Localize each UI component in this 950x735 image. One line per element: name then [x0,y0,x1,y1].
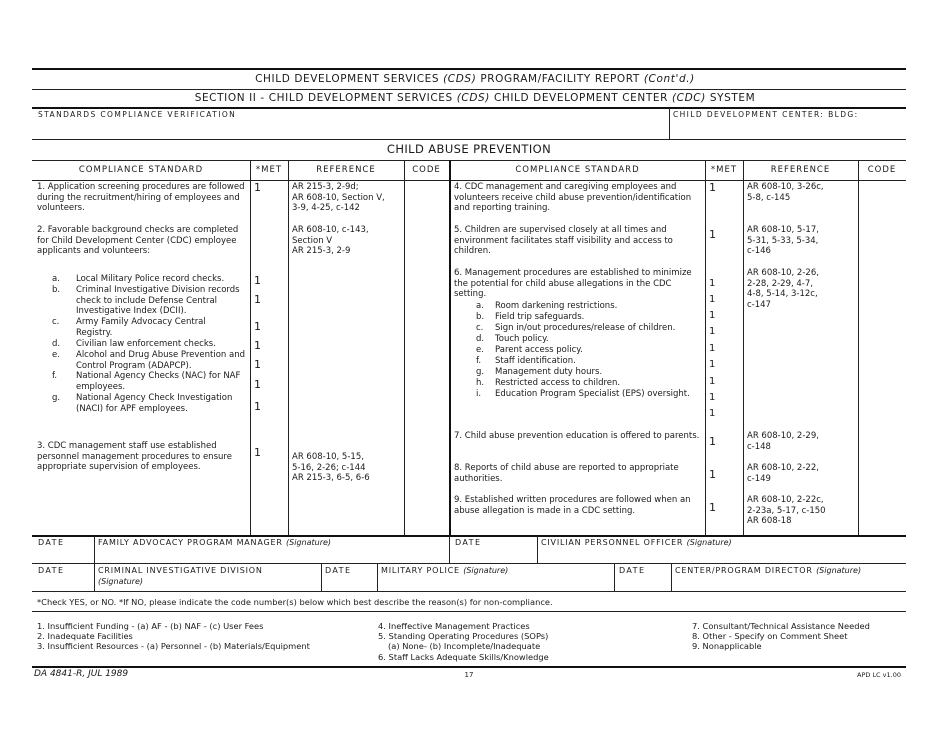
reference-9: AR 608-10, 2-22c, 2-23a, 5-17, c-150 AR 608-18 [747,495,826,526]
footnote: *Check YES, or NO. *If NO, please indicate the code number(s) below which best describe the reason(s) for non-compliance. [37,597,553,607]
code-9: 9. Nonapplicable [692,641,762,651]
met-9[interactable]: 1 [709,501,716,514]
fap-manager-signature[interactable]: FAMILY ADVOCACY PROGRAM MANAGER (Signature) [98,538,332,547]
left-ref-divider [288,160,289,535]
sub-2f-letter: f. [52,371,58,381]
sub-6d-letter: d. [476,334,485,344]
date-field-5[interactable]: DATE [619,566,646,575]
sig-divider-1 [94,536,95,563]
signature-row2-rule [32,591,906,592]
sub-2a-letter: a. [52,274,60,284]
sub-6h-met[interactable]: 1 [709,408,716,419]
sub-2b-text: Criminal Investigative Division records check to include Defense Central Investigative Index (DCII). [76,285,240,316]
sub-2c-letter: c. [52,317,60,327]
left-col-met: *MET [255,165,283,175]
footnote-rule [32,611,906,612]
center-label[interactable]: CHILD DEVELOPMENT CENTER: BLDG: [673,110,859,119]
form-title: CHILD DEVELOPMENT SERVICES (CDS) PROGRAM/FACILITY REPORT (Cont'd.) [255,73,695,85]
sub-2f-met[interactable]: 1 [254,378,261,391]
signature-row1-rule [32,563,906,564]
sub-6i-letter: i. [476,389,482,399]
met-8[interactable]: 1 [709,468,716,481]
met-4[interactable]: 1 [709,181,716,194]
reference-5: AR 608-10, 5-17, 5-31, 5-33, 5-34, c-146 [747,225,819,256]
sub-6a-text: Room darkening restrictions. [495,301,618,311]
version-label: APD LC v1.00 [857,671,901,679]
sub-2c-met[interactable]: 1 [254,320,261,333]
category-heading: CHILD ABUSE PREVENTION [386,142,552,156]
sub-6e-text: Parent access policy. [495,345,583,355]
civ-personnel-signature[interactable]: CIVILIAN PERSONNEL OFFICER (Signature) [541,538,732,547]
sub-6d-text: Touch policy. [495,334,549,344]
sub-2d-letter: d. [52,339,61,349]
code-8: 8. Other - Specify on Comment Sheet [692,631,848,641]
sub-6f-text: Staff identification. [495,356,576,366]
reference-6: AR 608-10, 2-26, 2-28, 2-29, 4-7, 4-8, 5-14, 3-12c, c-147 [747,268,819,310]
military-police-signature[interactable]: MILITARY POLICE (Signature) [381,566,509,575]
bottom-rule [32,666,906,668]
code-5-detail: (a) None- (b) Incomplete/Inadequate [388,641,541,651]
reference-2: AR 608-10, c-143, Section V AR 215-3, 2-9 [292,225,369,256]
standard-2: 2. Favorable background checks are completed for Child Development Center (CDC) employee applicants and volunteers: [37,225,239,256]
left-col-code: CODE [412,165,441,175]
sub-6a-met[interactable]: 1 [709,294,716,305]
sub-6g-met[interactable]: 1 [709,392,716,403]
sub-2g-text: National Agency Check Investigation (NACI) for APF employees. [76,393,233,414]
standard-1: 1. Application screening procedures are followed during the recruitment/hiring of employees and volunteers. [37,182,245,213]
code-1: 1. Insufficient Funding - (a) AF - (b) NAF - (c) User Fees [37,621,264,631]
column-header-rule [32,180,906,181]
sub-6e-met[interactable]: 1 [709,359,716,370]
sub-6f-met[interactable]: 1 [709,376,716,387]
sub-6c-text: Sign in/out procedures/release of children. [495,323,676,333]
sub-2b-met[interactable]: 1 [254,293,261,306]
sub-2e-text: Alcohol and Drug Abuse Prevention and Control Program (ADAPCP). [76,350,246,371]
right-met-divider [705,160,706,535]
sub-2a-text: Local Military Police record checks. [76,274,225,284]
left-code-divider [404,160,405,535]
sig-divider-2 [449,536,450,563]
sub-6b-met[interactable]: 1 [709,310,716,321]
reference-8: AR 608-10, 2-22, c-149 [747,463,819,484]
title-rule [32,89,906,90]
section-title: SECTION II - CHILD DEVELOPMENT SERVICES (CDS) CHILD DEVELOPMENT CENTER (CDC) SYSTEM [194,92,756,104]
cid-signature[interactable]: CRIMINAL INVESTIGATIVE DIVISION (Signature) [98,566,263,586]
met-1[interactable]: 1 [254,181,261,194]
met-7[interactable]: 1 [709,435,716,448]
sig-divider-4 [94,563,95,591]
sub-6d-met[interactable]: 1 [709,343,716,354]
sub-2e-letter: e. [52,350,60,360]
sub-6e-letter: e. [476,345,484,355]
left-col-standard: COMPLIANCE STANDARD [78,165,204,175]
form-id: DA 4841-R, JUL 1989 [34,669,129,679]
met-3[interactable]: 1 [254,446,261,459]
date-field-4[interactable]: DATE [325,566,352,575]
right-col-code: CODE [867,165,897,175]
top-rule [32,68,906,70]
reference-4: AR 608-10, 3-26c, 5-8, c-145 [747,182,824,203]
date-field-2[interactable]: DATE [455,538,482,547]
subheading-rule [32,160,906,161]
page-number: 17 [464,671,474,679]
met-6[interactable]: 1 [709,278,716,289]
sig-divider-8 [671,563,672,591]
sub-2d-text: Civilian law enforcement checks. [76,339,216,349]
left-col-reference: REFERENCE [316,165,376,175]
right-col-reference: REFERENCE [770,165,831,175]
center-split [449,160,451,535]
sub-6g-text: Management duty hours. [495,367,603,377]
sub-2g-letter: g. [52,393,61,403]
sub-2g-met[interactable]: 1 [254,400,261,413]
sub-6b-text: Field trip safeguards. [495,312,585,322]
standard-4: 4. CDC management and caregiving employees and volunteers receive child abuse prevention/identification and reporting training. [454,182,692,213]
sub-2a-met[interactable]: 1 [254,274,261,287]
reference-7: AR 608-10, 2-29, c-148 [747,431,819,452]
standard-8: 8. Reports of child abuse are reported to appropriate authorities. [454,463,679,484]
reference-3: AR 608-10, 5-15, 5-16, 2-26; c-144 AR 215-3, 6-5, 6-6 [292,452,370,483]
sub-2d-met[interactable]: 1 [254,339,261,352]
reference-1: AR 215-3, 2-9d; AR 608-10, Section V, 3-9, 4-25, c-142 [292,182,385,213]
sig-divider-6 [377,563,378,591]
standard-3: 3. CDC management staff use established personnel management procedures to ensure appropriate supervision of employees. [37,441,232,472]
code-2: 2. Inadequate Facilities [37,631,133,641]
standards-label: STANDARDS COMPLIANCE VERIFICATION [38,110,237,119]
sig-divider-5 [321,563,322,591]
standard-5: 5. Children are supervised closely at all times and environment facilitates staff visibility and access to children. [454,225,673,256]
right-col-met: *MET [710,165,738,175]
sub-6c-met[interactable]: 1 [709,326,716,337]
sub-6h-text: Restricted access to children. [495,378,621,388]
sub-6c-letter: c. [476,323,484,333]
sub-6g-letter: g. [476,367,485,377]
center-director-signature[interactable]: CENTER/PROGRAM DIRECTOR (Signature) [675,566,862,575]
sub-2c-text: Army Family Advocacy Central Registry. [76,317,206,338]
sub-6b-letter: b. [476,312,485,322]
code-6: 6. Staff Lacks Adequate Skills/Knowledge [378,652,549,662]
sub-6h-letter: h. [476,378,485,388]
verification-rule [32,139,906,140]
right-code-divider [858,160,859,535]
standard-7: 7. Child abuse prevention education is offered to parents. [454,431,700,441]
code-4: 4. Ineffective Management Practices [378,621,530,631]
sub-6a-letter: a. [476,301,484,311]
sub-2b-letter: b. [52,285,61,295]
right-ref-divider [743,160,744,535]
standard-6: 6. Management procedures are established to minimize the potential for child abuse allegations in the CDC setting. [454,268,692,299]
sub-6f-letter: f. [476,356,482,366]
sig-divider-3 [537,536,538,563]
right-col-standard: COMPLIANCE STANDARD [515,165,640,175]
section-rule [32,107,906,109]
date-field-3[interactable]: DATE [38,566,65,575]
sub-2f-text: National Agency Checks (NAC) for NAF employees. [76,371,241,392]
center-divider [669,108,670,139]
left-met-divider [250,160,251,535]
code-3: 3. Insufficient Resources - (a) Personnel - (b) Materials/Equipment [37,641,310,651]
sub-2e-met[interactable]: 1 [254,358,261,371]
sig-divider-7 [614,563,615,591]
date-field-1[interactable]: DATE [38,538,65,547]
table-bottom-rule [32,535,906,537]
code-5: 5. Standing Operating Procedures (SOPs) [378,631,549,641]
standard-9: 9. Established written procedures are followed when an abuse allegation is made in a CDC setting. [454,495,691,516]
met-5[interactable]: 1 [709,228,716,241]
code-7: 7. Consultant/Technical Assistance Needed [692,621,870,631]
sub-6i-text: Education Program Specialist (EPS) oversight. [495,389,690,399]
